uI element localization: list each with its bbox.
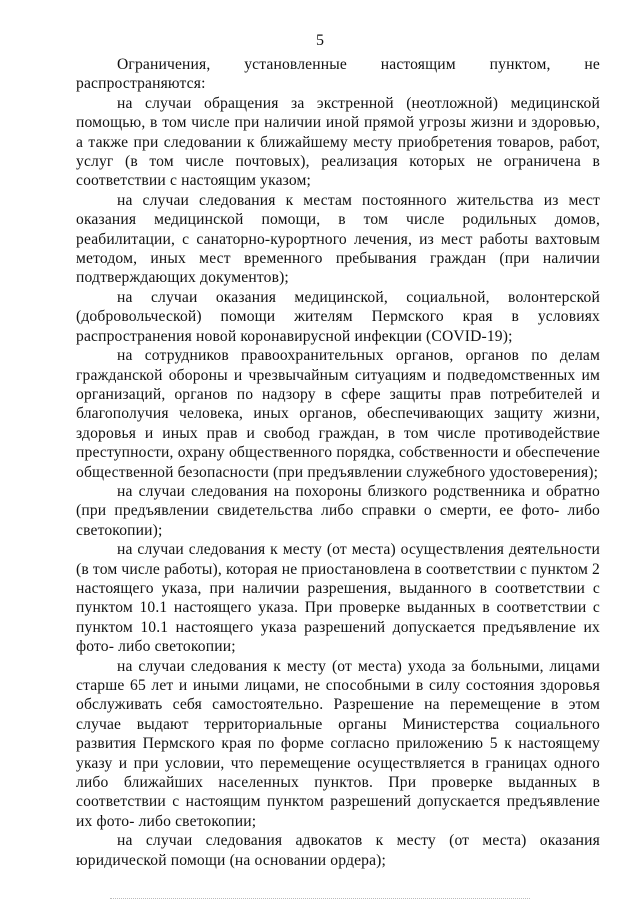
paragraph-work-travel: на случаи следования к месту (от места) осуществления деятельности (в том числе работы), которая не приостановлена в соответствии с пунктом 2 настоящего указа, при наличии разрешения, выданного в соответствии с пунктом 10.1 настоящего указа. При проверке выданных в соответствии с пунктом 10.1 настоящего указа разрешений допускается предъявление их фото- либо светокопии;: [76, 541, 600, 656]
paragraph-return-home: на случаи следования к местам постоянного жительства из мест оказания медицинской помощи, в том числе родильных домов, реабилитации, с санаторно-курортного лечения, из мест работы вахтовым методом, иных мест временного пребывания граждан (при наличии подтверждающих документов);: [76, 191, 600, 287]
paragraph-intro: Ограничения, установленные настоящим пунктом, не распространяются:: [76, 56, 600, 93]
paragraph-care-travel: на случаи следования к месту (от места) ухода за больными, лицами старше 65 лет и иными лицами, не способными в силу состояния здоровья обслуживать себя самостоятельно. Разрешение на перемещение в этом случае выдают территориальные органы Министерства социального развития Пермского края по форме согласно приложению 5 к настоящему указу и при условии, что перемещение осуществляется в границах одного либо ближайших населенных пунктов. При проверке выданных в соответствии с настоящим пунктом разрешений допускается предъявление их фото- либо светокопии;: [76, 657, 600, 830]
page-number: 5: [316, 32, 324, 49]
document-body: [76, 55, 600, 870]
paragraph-law-enforcement: на сотрудников правоохранительных органов, органов по делам гражданской обороны и чрезвычайным ситуациям и подведомственных им организаций, органов по надзору в сфере защиты прав потребителей и благополучия человека, иных органов, обеспечивающих защиту жизни, здоровья и иных прав и свобод граждан, в том числе противодействие преступности, охрану общественного порядка, собственности и обеспечение общественной безопасности (при предъявлении служебного удостоверения);: [76, 347, 600, 481]
paragraph-lawyers: на случаи следования адвокатов к месту (от места) оказания юридической помощи (на основании ордера);: [76, 832, 600, 869]
footer-divider: [110, 898, 530, 899]
paragraph-funeral: на случаи следования на похороны близкого родственника и обратно (при предъявлении свидетельства либо справки о смерти, ее фото- либо светокопии);: [76, 482, 600, 539]
paragraph-emergency-care: на случаи обращения за экстренной (неотложной) медицинской помощью, в том числе при наличии иной прямой угрозы жизни и здоровью, а также при следовании к ближайшему месту приобретения товаров, работ, услуг (в том числе почтовых), реализация которых не ограничена в соответствии с настоящим указом;: [76, 94, 600, 190]
paragraph-volunteer-help: на случаи оказания медицинской, социальной, волонтерской (добровольческой) помощи жителям Пермского края в условиях распространения новой коронавирусной инфекции (COVID-19);: [76, 288, 600, 345]
